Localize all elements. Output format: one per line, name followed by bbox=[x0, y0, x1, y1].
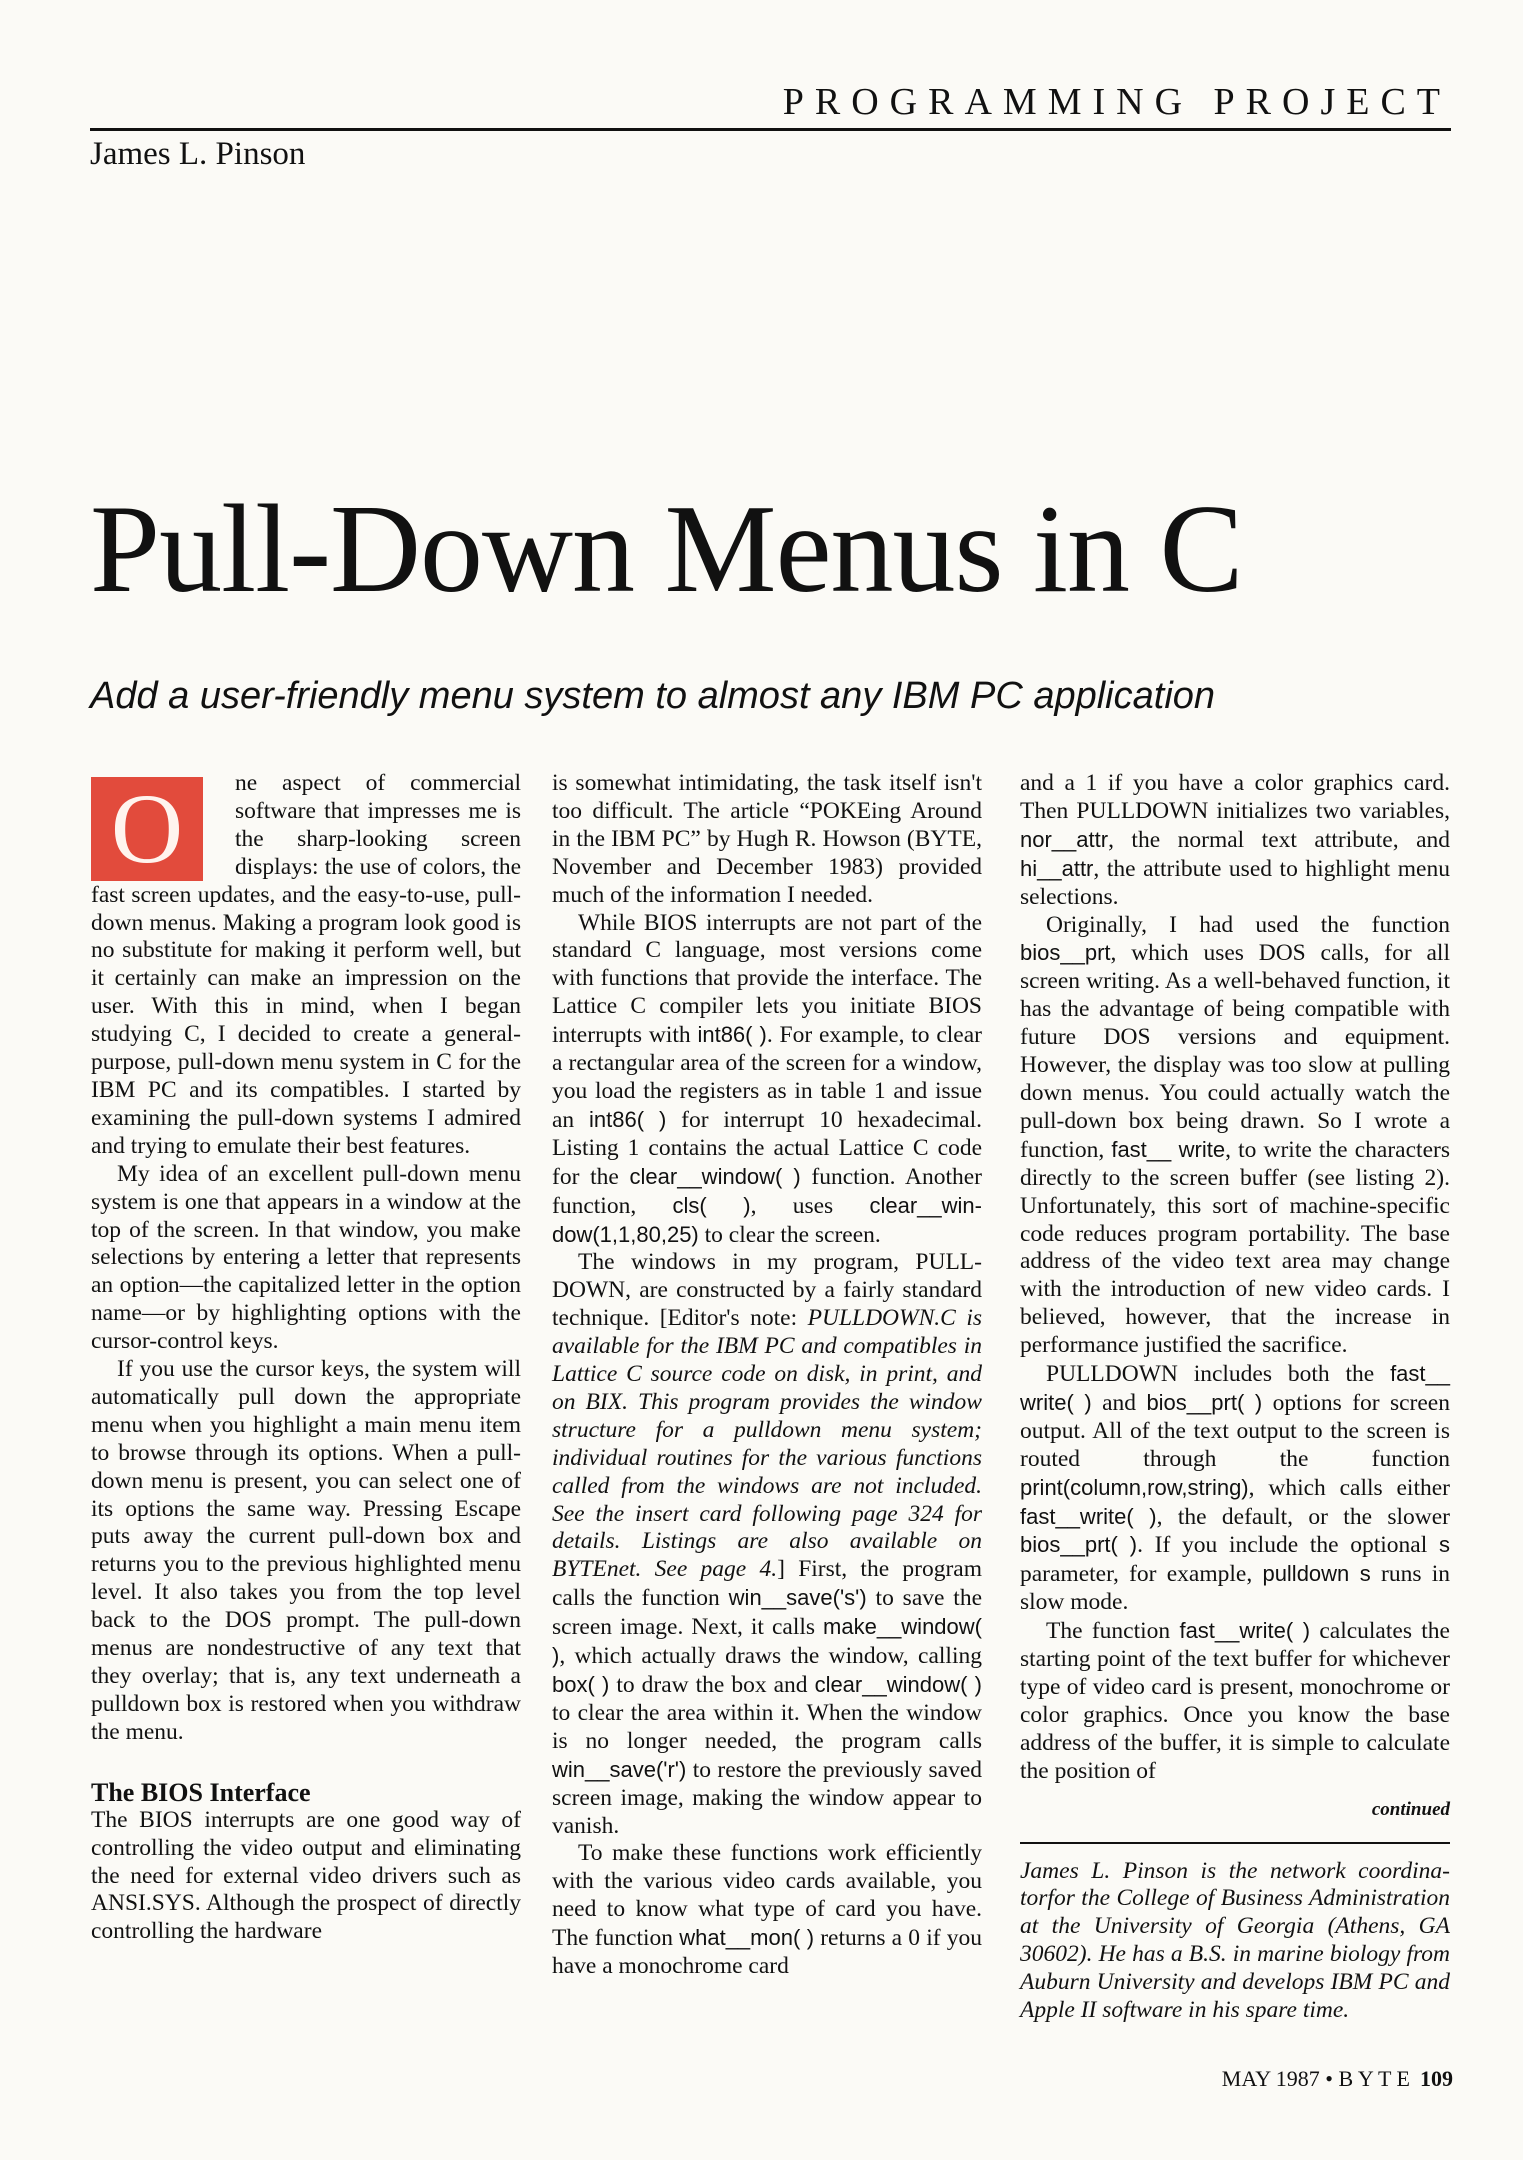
paragraph: is somewhat intimidating, the task itself isn't too difficult. The article “POKEing Around in the IBM PC” by Hugh R. Howson (BYTE, November and December 1983) provided much of the information I needed. bbox=[552, 770, 982, 908]
section-heading: The BIOS Interface bbox=[91, 1777, 311, 1807]
code-inline: int86( ) bbox=[697, 1022, 767, 1048]
code-inline: what__mon( ) bbox=[679, 1925, 815, 1951]
code-inline: make__window( ) bbox=[552, 1614, 982, 1669]
paragraph: My idea of an excellent pull-down menu system is one that appears in a window at the top of the screen. In that window, you make selections by entering a letter that represents an option—the capitalized letter in the option name—or by highlighting options with the cursor-control keys. bbox=[91, 1160, 521, 1355]
paragraph: The BIOS interrupts are one good way of controlling the video output and eliminating the need for external video drivers such as ANSI.SYS. Although the prospect of directly controlling the hardware bbox=[91, 1806, 521, 1945]
paragraph: and a 1 if you have a color graphics card. Then PULLDOWN initializes two variables, nor__attr, the normal text attribute, and hi__attr, the attribute used to highlight menu selections. bbox=[1020, 770, 1450, 910]
paragraph: While BIOS interrupts are not part of the standard C language, most versions come with functions that provide the interface. The Lattice C compiler lets you initiate BIOS interrupts with int86( ). For example, to clear a rectangular area of the screen for a window, you load the registers as in table 1 and issue an int86( ) for interrupt 10 hexadecimal. Listing 1 contains the actual Lattice C code for the clear__window( ) function. Another function, cls( ), uses clear__window(1,1,80,25) to clear the screen. bbox=[552, 909, 982, 1248]
code-inline: clear__window(1,1,80,25) bbox=[552, 1192, 982, 1247]
top-rule bbox=[90, 128, 1451, 131]
column-2 bbox=[552, 770, 982, 1981]
paragraph bbox=[91, 770, 521, 1161]
code-inline: fast__write( ) bbox=[1179, 1618, 1311, 1644]
code-inline: cls( ) bbox=[672, 1192, 751, 1218]
code-inline: print(column,row,string) bbox=[1020, 1474, 1249, 1500]
page-number: 109 bbox=[1420, 2066, 1453, 2091]
code-inline: win__save('s') bbox=[728, 1585, 867, 1611]
code-inline: clear__window( ) bbox=[814, 1672, 982, 1697]
paragraph: The function fast__write( ) calculates the starting point of the text buffer for whichever type of video card is present, monochrome or color graphics. Once you know the base address of the buffer, it is simple to calculate the position of bbox=[1020, 1618, 1450, 1784]
code-inline: int86( ) bbox=[588, 1106, 667, 1132]
bio-divider bbox=[1020, 1842, 1450, 1844]
paragraph: If you use the cursor keys, the system will automatically pull down the appropriate menu when you highlight a main menu item to browse through its options. When a pull-down menu is present, you can select one of its options the same way. Pressing Escape puts away the current pull-down box and returns you to the previous highlighted menu level. It also takes you from the top level back to the DOS prompt. The pull-down menus are nondestructive of any text that they overlay; that is, any text underneath a pulldown box is restored when you withdraw the menu. bbox=[91, 1356, 521, 1745]
code-inline: s bbox=[1438, 1532, 1450, 1558]
paragraph: To make these functions work efficiently with the various video cards available, you need to know what type of card you have. The function what__mon( ) returns a 0 if you have a monochrome card bbox=[552, 1840, 982, 1980]
article-title: Pull-Down Menus in C bbox=[90, 480, 1243, 619]
column-1 bbox=[91, 770, 521, 1946]
code-inline: nor__attr bbox=[1020, 826, 1109, 852]
section-label: PROGRAMMING PROJECT bbox=[782, 81, 1451, 123]
code-inline: fast__ write bbox=[1111, 1136, 1226, 1162]
page-footer bbox=[1222, 2066, 1453, 2092]
issue-label: MAY 1987 • B Y T E bbox=[1221, 2066, 1410, 2091]
paragraph: Originally, I had used the function bios__prt, which uses DOS calls, for all screen writing. As a well-behaved function, it has the advantage of being compatible with future DOS versions and equipment. However, the display was too slow at pulling down menus. You could actually watch the pull-down box being drawn. So I wrote a function, fast__ write, to write the characters directly to the screen buffer (see listing 2). Unfortunately, this sort of machine-specific code reduces program portability. The base address of the video text area may change with the introduction of new video cards. I believed, however, that the increase in performance justified the sacrifice. bbox=[1020, 911, 1450, 1359]
code-inline: clear__window( ) bbox=[629, 1163, 801, 1189]
code-inline: hi__attr bbox=[1020, 855, 1094, 881]
drop-cap: O bbox=[91, 777, 203, 881]
code-inline: bios__prt bbox=[1020, 940, 1111, 966]
code-inline: box( ) bbox=[552, 1672, 610, 1697]
paragraph-text: ne aspect of commercial software that impresses me is the sharp-looking screen displays: the use of colors, the fast screen updates, and the easy-to-use, pull-down menus. Making a program look good is no substitute for making it perform well, but it certainly can make an impression on the user. With this in mind, when I began studying C, I decided to create a general-purpose, pull-down menu system in C for the IBM PC and its compatibles. I started by examining the pull-down systems I admired and trying to emulate their best features. bbox=[91, 770, 521, 1159]
editor-note: PULLDOWN.C is available for the IBM PC and compatibles in Lattice C source code on disk, in print, and on BIX. This program provides the window structure for a pulldown menu system; individual routines for the various functions called from the windows are not included. See the insert card following page 324 for details. Listings are also available on BYTEnet. See page 4. bbox=[552, 1305, 982, 1583]
code-inline: bios__prt( ) bbox=[1146, 1389, 1263, 1415]
column-3 bbox=[1020, 770, 1450, 2025]
code-inline: fast__write( ) bbox=[1020, 1503, 1157, 1529]
code-inline: fast__ write( ) bbox=[1020, 1361, 1450, 1415]
code-inline: pulldown s bbox=[1262, 1561, 1371, 1587]
paragraph: PULLDOWN includes both the fast__ write( ) and bios__prt( ) options for screen output. All of the text output to the screen is routed through the function print(column,row,string), which calls either fast__write( ), the default, or the slower bios__prt( ). If you include the optional s parameter, for example, pulldown s runs in slow mode. bbox=[1020, 1361, 1451, 1616]
article-subtitle: Add a user-friendly menu system to almost any IBM PC application bbox=[90, 675, 1216, 717]
code-inline: bios__prt( ) bbox=[1020, 1532, 1138, 1558]
paragraph: The windows in my program, PULLDOWN, are constructed by a fairly standard technique. [Editor's note: PULLDOWN.C is available for the IBM PC and compatibles in Lattice C source code on disk, in print, and on BIX. This program provides the window structure for a pulldown menu system; individual routines for the various functions called from the windows are not included. See the insert card following page 324 for details. Listings are also available on BYTEnet. See page 4.] First, the program calls the function win__save('s') to save the screen image. Next, it calls make__window( ), which actually draws the window, calling box( ) to draw the box and clear__window( ) to clear the area within it. When the window is no longer needed, the program calls win__save('r') to restore the previously saved screen image, making the window appear to vanish. bbox=[552, 1249, 983, 1839]
code-inline: win__save('r') bbox=[552, 1756, 687, 1782]
continued-label: continued bbox=[1371, 1798, 1450, 1820]
author-name: James L. Pinson bbox=[90, 136, 306, 172]
author-bio: James L. Pinson is the network coordinatorfor the College of Business Administration at the University of Georgia (Athens, GA 30602). He has a B.S. in marine biology from Auburn University and develops IBM PC and Apple II software in his spare time. bbox=[1020, 1857, 1450, 2024]
